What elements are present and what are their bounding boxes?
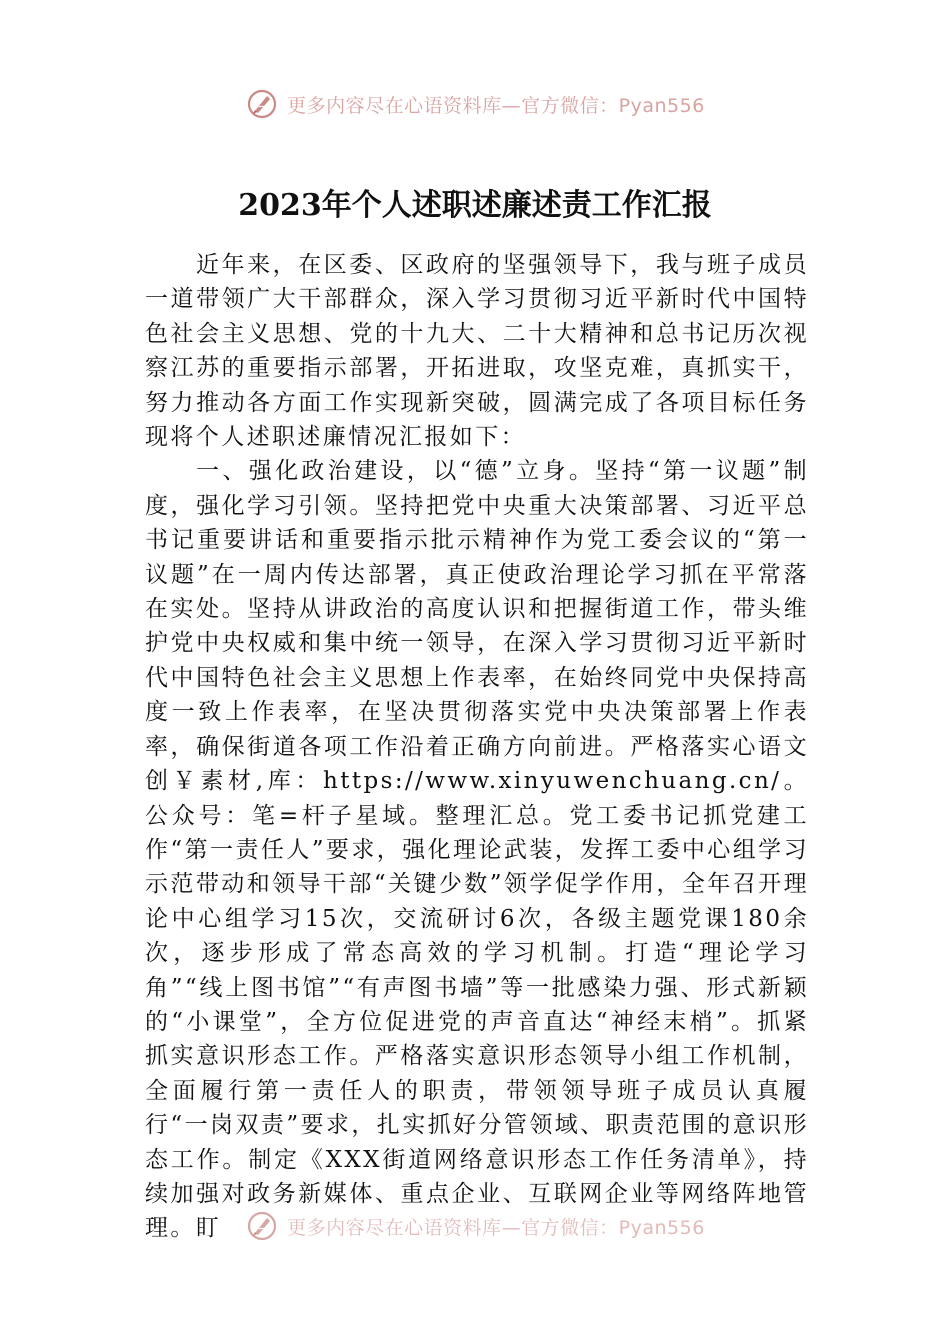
footer-watermark: [0, 1206, 950, 1246]
paragraph-section-one: 一、强化政治建设，以“德”立身。坚持“第一议题”制度，强化学习引领。坚持把党中央重大决策部署、习近平总书记重要讲话和重要指示批示精神作为党工委会议的“第一议题”在一周内传达部署，真正使政治理论学习抓在平常落在实处。坚持从讲政治的高度认识和把握街道工作，带头维护党中央权威和集中统一领导，在深入学习贯彻习近平新时代中国特色社会主义思想上作表率，在始终同党中央保持高度一致上作表率，在坚决贯彻落实党中央决策部署上作表率，确保街道各项工作沿着正确方向前进。严格落实心语文创￥素材,库：https://www.xinyuwenchuang.cn/。公众号：笔=杆子星域。整理汇总。党工委书记抓党建工作“第一责任人”要求，强化理论武装，发挥工委中心组学习示范带动和领导干部“关键少数”领学促学作用，全年召开理论中心组学习15次，交流研讨6次，各级主题党课180余次，逐步形成了常态高效的学习机制。打造“理论学习角”“线上图书馆”“有声图书墙”等一批感染力强、形式新颖的“小课堂”，全方位促进党的声音直达“神经末梢”。抓紧抓实意识形态工作。严格落实意识形态领导小组工作机制，全面履行第一责任人的职责，带领领导班子成员认真履行“一岗双责”要求，扎实抓好分管领域、职责范围的意识形态工作。制定《XXX街道网络意识形态工作任务清单》，持续加强对政务新媒体、重点企业、互联网企业等网络阵地管理。盯: [145, 458, 809, 1242]
document-title: 2023年个人述职述廉述责工作汇报: [238, 188, 712, 223]
header-watermark: [0, 84, 950, 124]
watermark-text: 更多内容尽在心语资料库—官方微信：Pyan556: [287, 94, 705, 117]
pen-seal-icon: [245, 87, 279, 121]
pen-seal-icon: [245, 1209, 279, 1243]
watermark-text: 更多内容尽在心语资料库—官方微信：Pyan556: [287, 1216, 705, 1239]
paragraph-intro: 近年来，在区委、区政府的坚强领导下，我与班子成员一道带领广大干部群众，深入学习贯彻习近平新时代中国特色社会主义思想、党的十九大、二十大精神和总书记历次视察江苏的重要指示部署，开拓进取，攻坚克难，真抓实干，努力推动各方面工作实现新突破，圆满完成了各项目标任务现将个人述职述廉情况汇报如下：: [145, 252, 809, 451]
